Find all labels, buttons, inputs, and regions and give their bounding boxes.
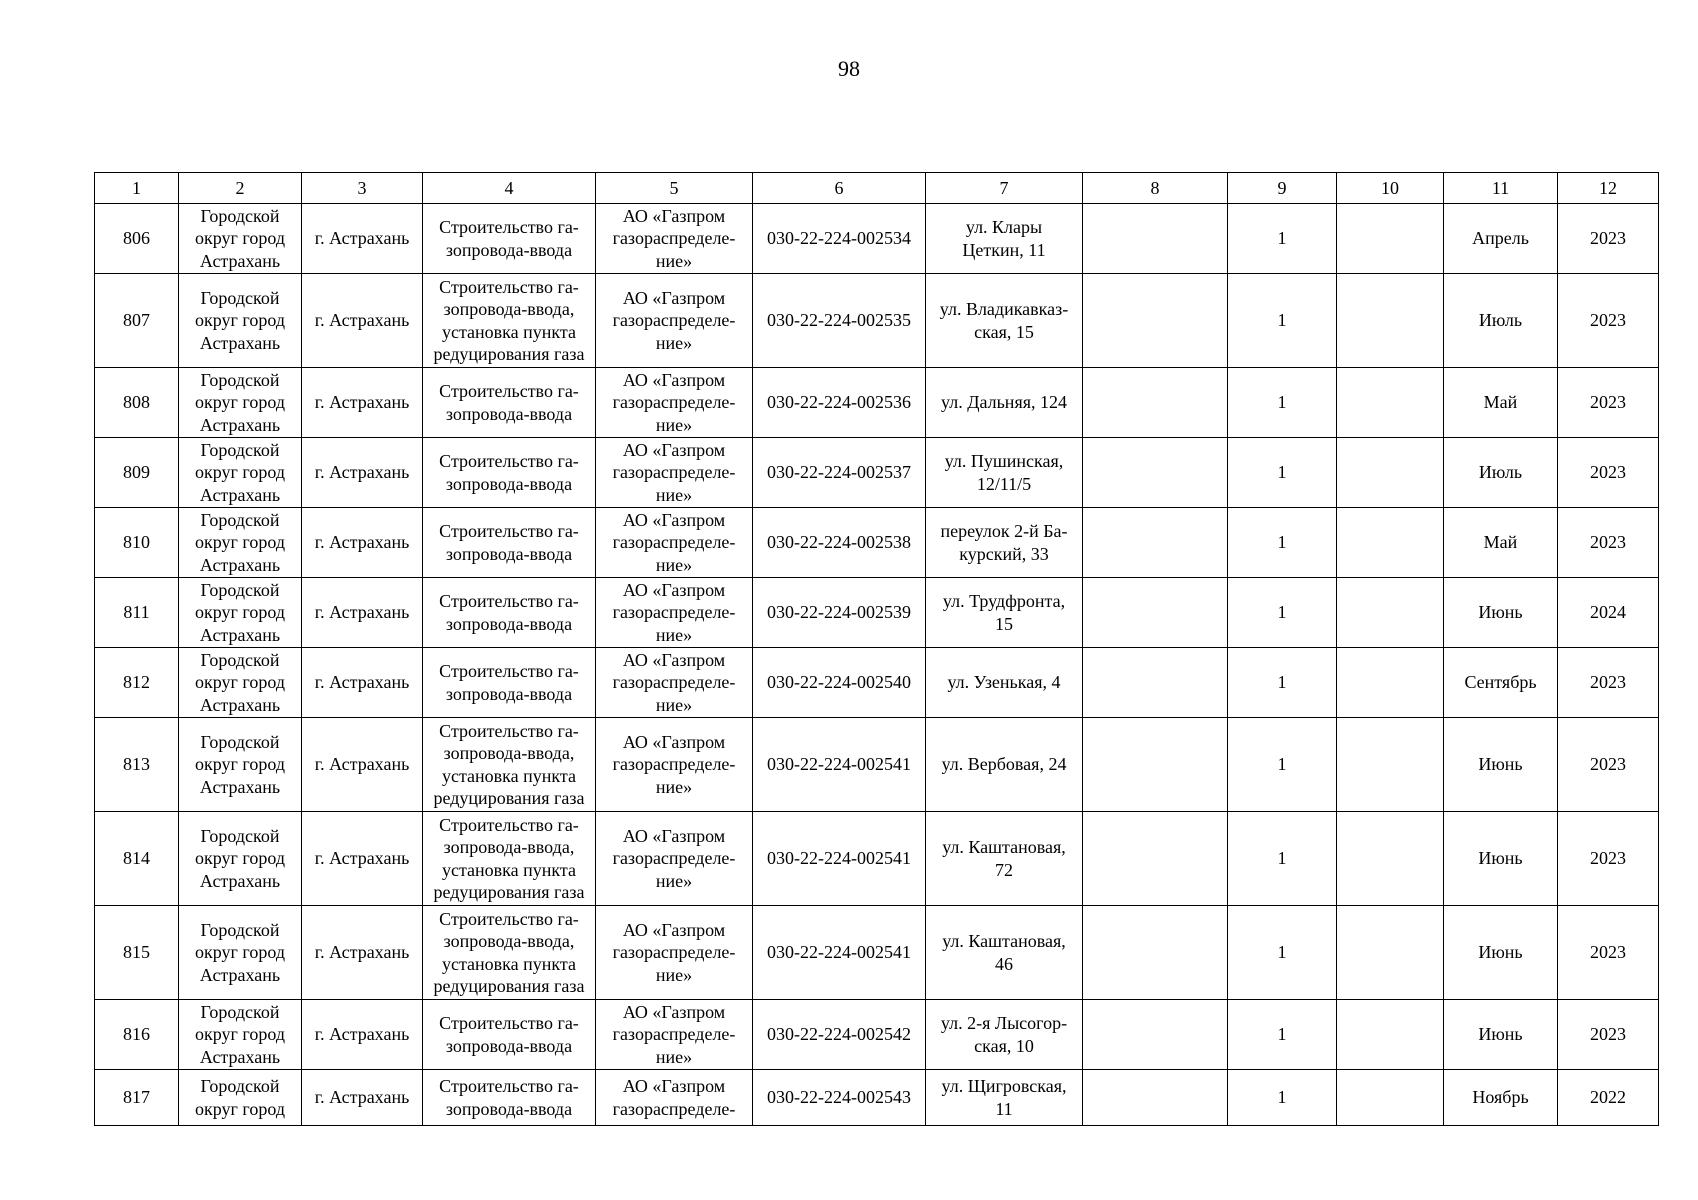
- organization-cell: АО «Газпром газораспределе- ние»: [596, 438, 753, 508]
- page-number: 98: [838, 56, 860, 81]
- organization-cell: АО «Газпром газораспределе- ние»: [596, 718, 753, 812]
- work-type-cell: Строительство га- зопровода-ввода: [423, 1070, 596, 1126]
- year-cell: 2023: [1558, 648, 1659, 718]
- row-number-cell: 810: [95, 508, 179, 578]
- settlement-cell: г. Астрахань: [302, 438, 423, 508]
- settlement-cell: г. Астрахань: [302, 368, 423, 438]
- row-number-cell: 811: [95, 578, 179, 648]
- year-cell: 2023: [1558, 368, 1659, 438]
- organization-cell: АО «Газпром газораспределе- ние»: [596, 368, 753, 438]
- organization-cell: АО «Газпром газораспределе- ние»: [596, 1000, 753, 1070]
- application-number-cell: 030-22-224-002536: [753, 368, 926, 438]
- year-cell: 2023: [1558, 1000, 1659, 1070]
- column-8-cell: [1083, 368, 1228, 438]
- table-row: [95, 578, 1659, 648]
- column-header: 12: [1558, 173, 1659, 204]
- quantity-cell: 1: [1228, 812, 1337, 906]
- column-10-cell: [1337, 648, 1444, 718]
- header-row: [95, 173, 1659, 204]
- work-type-cell: Строительство га- зопровода-ввода: [423, 578, 596, 648]
- year-cell: 2024: [1558, 578, 1659, 648]
- column-10-cell: [1337, 578, 1444, 648]
- column-header: 5: [596, 173, 753, 204]
- column-8-cell: [1083, 578, 1228, 648]
- quantity-cell: 1: [1228, 1070, 1337, 1126]
- row-number-cell: 809: [95, 438, 179, 508]
- organization-cell: АО «Газпром газораспределе- ние»: [596, 812, 753, 906]
- address-cell: ул. Узенькая, 4: [926, 648, 1083, 718]
- work-type-cell: Строительство га- зопровода-ввода, установка пункта редуцирования газа: [423, 906, 596, 1000]
- column-10-cell: [1337, 812, 1444, 906]
- column-header: 11: [1444, 173, 1558, 204]
- column-header: 10: [1337, 173, 1444, 204]
- row-number-cell: 814: [95, 812, 179, 906]
- year-cell: 2023: [1558, 438, 1659, 508]
- column-8-cell: [1083, 718, 1228, 812]
- settlement-cell: г. Астрахань: [302, 578, 423, 648]
- column-header: 9: [1228, 173, 1337, 204]
- municipality-cell: Городской округ город Астрахань: [179, 204, 302, 274]
- application-number-cell: 030-22-224-002541: [753, 812, 926, 906]
- column-10-cell: [1337, 718, 1444, 812]
- application-number-cell: 030-22-224-002535: [753, 274, 926, 368]
- application-number-cell: 030-22-224-002537: [753, 438, 926, 508]
- table-row: [95, 438, 1659, 508]
- settlement-cell: г. Астрахань: [302, 812, 423, 906]
- quantity-cell: 1: [1228, 368, 1337, 438]
- year-cell: 2023: [1558, 812, 1659, 906]
- month-cell: Июнь: [1444, 1000, 1558, 1070]
- work-type-cell: Строительство га- зопровода-ввода: [423, 204, 596, 274]
- column-header: 1: [95, 173, 179, 204]
- table-row: [95, 906, 1659, 1000]
- row-number-cell: 816: [95, 1000, 179, 1070]
- address-cell: ул. Дальняя, 124: [926, 368, 1083, 438]
- column-10-cell: [1337, 906, 1444, 1000]
- quantity-cell: 1: [1228, 204, 1337, 274]
- month-cell: Май: [1444, 508, 1558, 578]
- column-10-cell: [1337, 508, 1444, 578]
- address-cell: ул. Пушинская, 12/11/5: [926, 438, 1083, 508]
- row-number-cell: 813: [95, 718, 179, 812]
- work-type-cell: Строительство га- зопровода-ввода: [423, 508, 596, 578]
- column-header: 2: [179, 173, 302, 204]
- row-number-cell: 807: [95, 274, 179, 368]
- table-row: [95, 508, 1659, 578]
- column-8-cell: [1083, 812, 1228, 906]
- table-row: [95, 718, 1659, 812]
- column-header: 3: [302, 173, 423, 204]
- application-number-cell: 030-22-224-002538: [753, 508, 926, 578]
- quantity-cell: 1: [1228, 274, 1337, 368]
- column-header: 4: [423, 173, 596, 204]
- month-cell: Июнь: [1444, 812, 1558, 906]
- municipality-cell: Городской округ город Астрахань: [179, 1000, 302, 1070]
- organization-cell: АО «Газпром газораспределе- ние»: [596, 274, 753, 368]
- table-row: [95, 274, 1659, 368]
- column-10-cell: [1337, 438, 1444, 508]
- application-number-cell: 030-22-224-002534: [753, 204, 926, 274]
- municipality-cell: Городской округ город Астрахань: [179, 812, 302, 906]
- quantity-cell: 1: [1228, 718, 1337, 812]
- work-type-cell: Строительство га- зопровода-ввода, установка пункта редуцирования газа: [423, 718, 596, 812]
- month-cell: Июнь: [1444, 718, 1558, 812]
- column-10-cell: [1337, 204, 1444, 274]
- municipality-cell: Городской округ город: [179, 1070, 302, 1126]
- address-cell: ул. Клары Цеткин, 11: [926, 204, 1083, 274]
- row-number-cell: 815: [95, 906, 179, 1000]
- table-row: [95, 1070, 1659, 1126]
- column-8-cell: [1083, 274, 1228, 368]
- municipality-cell: Городской округ город Астрахань: [179, 368, 302, 438]
- application-number-cell: 030-22-224-002540: [753, 648, 926, 718]
- municipality-cell: Городской округ город Астрахань: [179, 508, 302, 578]
- year-cell: 2023: [1558, 204, 1659, 274]
- settlement-cell: г. Астрахань: [302, 906, 423, 1000]
- application-number-cell: 030-22-224-002541: [753, 718, 926, 812]
- year-cell: 2023: [1558, 274, 1659, 368]
- table-container: [94, 172, 1659, 1126]
- settlement-cell: г. Астрахань: [302, 648, 423, 718]
- organization-cell: АО «Газпром газораспределе- ние»: [596, 204, 753, 274]
- address-cell: ул. Каштановая, 72: [926, 812, 1083, 906]
- year-cell: 2023: [1558, 718, 1659, 812]
- organization-cell: АО «Газпром газораспределе- ние»: [596, 508, 753, 578]
- address-cell: ул. Каштановая, 46: [926, 906, 1083, 1000]
- column-8-cell: [1083, 906, 1228, 1000]
- year-cell: 2022: [1558, 1070, 1659, 1126]
- municipality-cell: Городской округ город Астрахань: [179, 718, 302, 812]
- year-cell: 2023: [1558, 906, 1659, 1000]
- address-cell: ул. Щигровская, 11: [926, 1070, 1083, 1126]
- settlement-cell: г. Астрахань: [302, 204, 423, 274]
- work-type-cell: Строительство га- зопровода-ввода, установка пункта редуцирования газа: [423, 812, 596, 906]
- settlement-cell: г. Астрахань: [302, 1070, 423, 1126]
- month-cell: Июль: [1444, 438, 1558, 508]
- column-header: 7: [926, 173, 1083, 204]
- address-cell: ул. Вербовая, 24: [926, 718, 1083, 812]
- municipality-cell: Городской округ город Астрахань: [179, 274, 302, 368]
- municipality-cell: Городской округ город Астрахань: [179, 648, 302, 718]
- column-10-cell: [1337, 1070, 1444, 1126]
- month-cell: Июнь: [1444, 578, 1558, 648]
- month-cell: Июль: [1444, 274, 1558, 368]
- municipality-cell: Городской округ город Астрахань: [179, 906, 302, 1000]
- quantity-cell: 1: [1228, 906, 1337, 1000]
- column-8-cell: [1083, 508, 1228, 578]
- table-row: [95, 648, 1659, 718]
- address-cell: переулок 2-й Ба- курский, 33: [926, 508, 1083, 578]
- work-type-cell: Строительство га- зопровода-ввода: [423, 368, 596, 438]
- column-8-cell: [1083, 1070, 1228, 1126]
- column-header: 8: [1083, 173, 1228, 204]
- application-number-cell: 030-22-224-002542: [753, 1000, 926, 1070]
- column-10-cell: [1337, 1000, 1444, 1070]
- month-cell: Июнь: [1444, 906, 1558, 1000]
- table-body: [95, 204, 1659, 1126]
- data-table: [94, 172, 1659, 1126]
- settlement-cell: г. Астрахань: [302, 1000, 423, 1070]
- column-10-cell: [1337, 368, 1444, 438]
- row-number-cell: 812: [95, 648, 179, 718]
- organization-cell: АО «Газпром газораспределе- ние»: [596, 648, 753, 718]
- settlement-cell: г. Астрахань: [302, 718, 423, 812]
- application-number-cell: 030-22-224-002539: [753, 578, 926, 648]
- quantity-cell: 1: [1228, 508, 1337, 578]
- work-type-cell: Строительство га- зопровода-ввода: [423, 438, 596, 508]
- settlement-cell: г. Астрахань: [302, 274, 423, 368]
- application-number-cell: 030-22-224-002541: [753, 906, 926, 1000]
- table-row: [95, 368, 1659, 438]
- column-8-cell: [1083, 1000, 1228, 1070]
- year-cell: 2023: [1558, 508, 1659, 578]
- address-cell: ул. 2-я Лысогор- ская, 10: [926, 1000, 1083, 1070]
- address-cell: ул. Трудфронта, 15: [926, 578, 1083, 648]
- column-header: 6: [753, 173, 926, 204]
- column-8-cell: [1083, 204, 1228, 274]
- work-type-cell: Строительство га- зопровода-ввода: [423, 648, 596, 718]
- municipality-cell: Городской округ город Астрахань: [179, 438, 302, 508]
- column-8-cell: [1083, 648, 1228, 718]
- row-number-cell: 808: [95, 368, 179, 438]
- column-8-cell: [1083, 438, 1228, 508]
- row-number-cell: 806: [95, 204, 179, 274]
- organization-cell: АО «Газпром газораспределе-: [596, 1070, 753, 1126]
- month-cell: Ноябрь: [1444, 1070, 1558, 1126]
- quantity-cell: 1: [1228, 1000, 1337, 1070]
- municipality-cell: Городской округ город Астрахань: [179, 578, 302, 648]
- quantity-cell: 1: [1228, 578, 1337, 648]
- table-row: [95, 812, 1659, 906]
- column-10-cell: [1337, 274, 1444, 368]
- table-row: [95, 204, 1659, 274]
- organization-cell: АО «Газпром газораспределе- ние»: [596, 906, 753, 1000]
- settlement-cell: г. Астрахань: [302, 508, 423, 578]
- month-cell: Сентябрь: [1444, 648, 1558, 718]
- work-type-cell: Строительство га- зопровода-ввода, установка пункта редуцирования газа: [423, 274, 596, 368]
- quantity-cell: 1: [1228, 648, 1337, 718]
- quantity-cell: 1: [1228, 438, 1337, 508]
- month-cell: Апрель: [1444, 204, 1558, 274]
- month-cell: Май: [1444, 368, 1558, 438]
- address-cell: ул. Владикавказ- ская, 15: [926, 274, 1083, 368]
- application-number-cell: 030-22-224-002543: [753, 1070, 926, 1126]
- work-type-cell: Строительство га- зопровода-ввода: [423, 1000, 596, 1070]
- row-number-cell: 817: [95, 1070, 179, 1126]
- table-row: [95, 1000, 1659, 1070]
- organization-cell: АО «Газпром газораспределе- ние»: [596, 578, 753, 648]
